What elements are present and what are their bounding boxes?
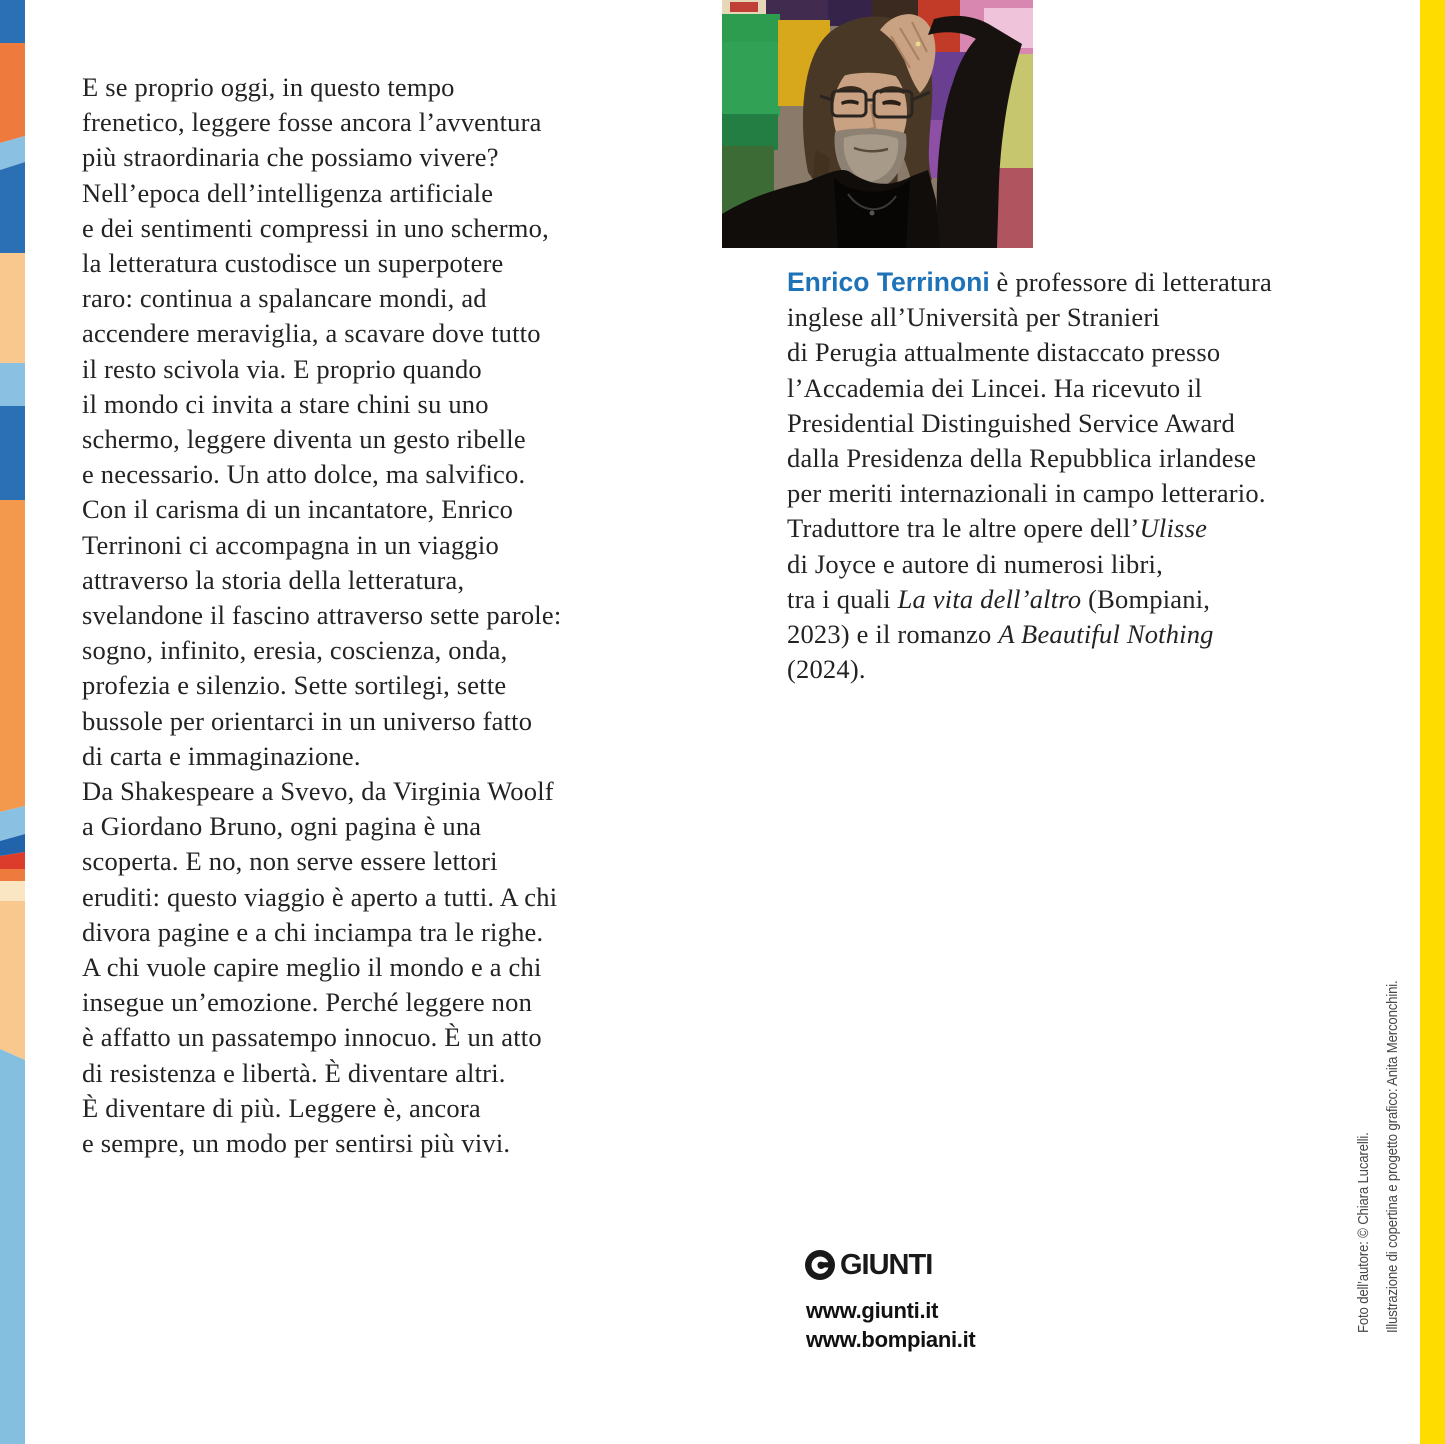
text-segment: di Joyce e autore di numerosi libri, [787, 548, 1163, 579]
text-line: attraverso la storia della letteratura, [82, 564, 465, 595]
text-segment: è professore di letteratura [989, 267, 1272, 297]
photo-credits-vertical [1349, 903, 1407, 1333]
text-line: www.giunti.it [806, 1298, 939, 1323]
text-line: la letteratura custodisce un superpotere [82, 248, 504, 279]
text-line: A chi vuole capire meglio il mondo e a chi [82, 952, 542, 983]
author-bio [787, 265, 1412, 687]
text-line: Da Shakespeare a Svevo, da Virginia Woolf [82, 776, 554, 807]
text-line: e dei sentimenti compressi in uno schermo, [82, 212, 549, 243]
text-line: È diventare di più. Leggere è, ancora [82, 1092, 481, 1123]
author-photo [722, 0, 1033, 248]
text-line: il mondo ci invita a stare chini su uno [82, 388, 489, 419]
text-line: schermo, leggere diventa un gesto ribelle [82, 424, 526, 455]
text-segment: A Beautiful Nothing [998, 619, 1214, 650]
text-line: sogno, infinito, eresia, coscienza, onda, [82, 635, 508, 666]
text-line: e sempre, un modo per sentirsi più vivi. [82, 1128, 511, 1159]
text-line: insegue un’emozione. Perché leggere non [82, 987, 533, 1018]
text-line: frenetico, leggere fosse ancora l’avventura [82, 107, 542, 138]
text-segment: di Perugia attualmente distaccato presso [787, 337, 1221, 368]
text-line [787, 652, 1412, 687]
text-line: bussole per orientarci in un universo fatto [82, 705, 533, 736]
quilt-patch [722, 14, 780, 44]
text-line: a Giordano Bruno, ogni pagina è una [82, 811, 482, 842]
giunti-logo-mark-icon [805, 1250, 835, 1280]
text-segment: inglese all’Università per Stranieri [787, 302, 1160, 333]
text-line: è affatto un passatempo innocuo. È un atto [82, 1022, 542, 1053]
text-segment: Presidential Distinguished Service Award [787, 407, 1235, 438]
text-line: raro: continua a spalancare mondi, ad [82, 283, 487, 314]
stripe-segment [0, 0, 25, 43]
text-segment: Ulisse [1139, 513, 1208, 544]
text-line: accendere meraviglia, a scavare dove tutto [82, 318, 541, 349]
quilt-patch [722, 42, 780, 116]
text-line [787, 617, 1412, 652]
text-line: www.bompiani.it [806, 1327, 976, 1352]
text-segment: dalla Presidenza della Repubblica irlandese [787, 443, 1257, 474]
text-line: divora pagine e a chi inciampa tra le righe. [82, 916, 544, 947]
text-segment: La vita dell’altro [897, 583, 1082, 614]
left-art-stripe [0, 0, 25, 1444]
text-line: più straordinaria che possiamo vivere? [82, 142, 499, 173]
text-line [787, 300, 1412, 335]
text-line [787, 265, 1412, 300]
publisher-logo [805, 1250, 932, 1280]
text-line [787, 582, 1412, 617]
text-segment: per meriti internazionali in campo letterario. [787, 478, 1266, 509]
stripe-segment [0, 869, 25, 881]
giunti-logo-text: GIUNTI [840, 1249, 933, 1281]
stripe-segment [0, 406, 25, 500]
stripe-segment [0, 162, 25, 253]
text-segment: (Bompiani, [1081, 583, 1211, 614]
text-line: e necessario. Un atto dolce, ma salvifico. [82, 459, 526, 490]
text-line: E se proprio oggi, in questo tempo [82, 72, 455, 102]
text-line: profezia e silenzio. Sette sortilegi, sette [82, 670, 507, 701]
stripe-segment [0, 43, 25, 143]
stripe-segment [0, 1049, 25, 1444]
text-line: il resto scivola via. E proprio quando [82, 353, 482, 384]
text-line [787, 371, 1412, 406]
text-line: scoperta. E no, non serve essere lettori [82, 846, 498, 877]
text-segment: 2023) e il romanzo [787, 619, 999, 650]
stripe-segment [0, 500, 25, 812]
quilt-patch [722, 114, 778, 150]
text-line: Con il carisma di un incantatore, Enrico [82, 494, 514, 525]
text-segment: tra i quali [787, 583, 898, 614]
author-photo-illustration [722, 0, 1033, 248]
text-line: Nell’epoca dell’intelligenza artificiale [82, 177, 494, 208]
text-line [787, 547, 1412, 582]
text-segment: Traduttore tra le altre opere dell’ [787, 513, 1140, 544]
text-segment: (2024). [787, 654, 866, 685]
text-segment: l’Accademia dei Lincei. Ha ricevuto il [787, 372, 1203, 403]
text-line [787, 476, 1412, 511]
stripe-segment [0, 253, 25, 363]
text-line: Foto dell’autore: © Chiara Lucarelli. [1355, 1132, 1372, 1333]
stripe-segment [0, 363, 25, 406]
text-line: Illustrazione di copertina e progetto grafico: Anita Merconchini. [1384, 980, 1401, 1333]
quilt-patch [730, 2, 758, 12]
text-line [787, 335, 1412, 370]
text-line [787, 406, 1412, 441]
author-name: Enrico Terrinoni [787, 267, 990, 297]
text-line [787, 511, 1412, 546]
stripe-segment [0, 881, 25, 901]
back-cover-blurb [82, 70, 722, 1161]
stripe-segment [0, 901, 25, 1060]
publisher-urls [806, 1296, 975, 1354]
text-line [787, 441, 1412, 476]
text-line: di carta e immaginazione. [82, 740, 361, 771]
text-line: svelandone il fascino attraverso sette parole: [82, 600, 562, 631]
text-line: di resistenza e libertà. È diventare altri. [82, 1057, 506, 1088]
text-line: eruditi: questo viaggio è aperto a tutti. A chi [82, 881, 558, 912]
right-yellow-stripe [1420, 0, 1445, 1444]
text-line: Terrinoni ci accompagna in un viaggio [82, 529, 499, 560]
